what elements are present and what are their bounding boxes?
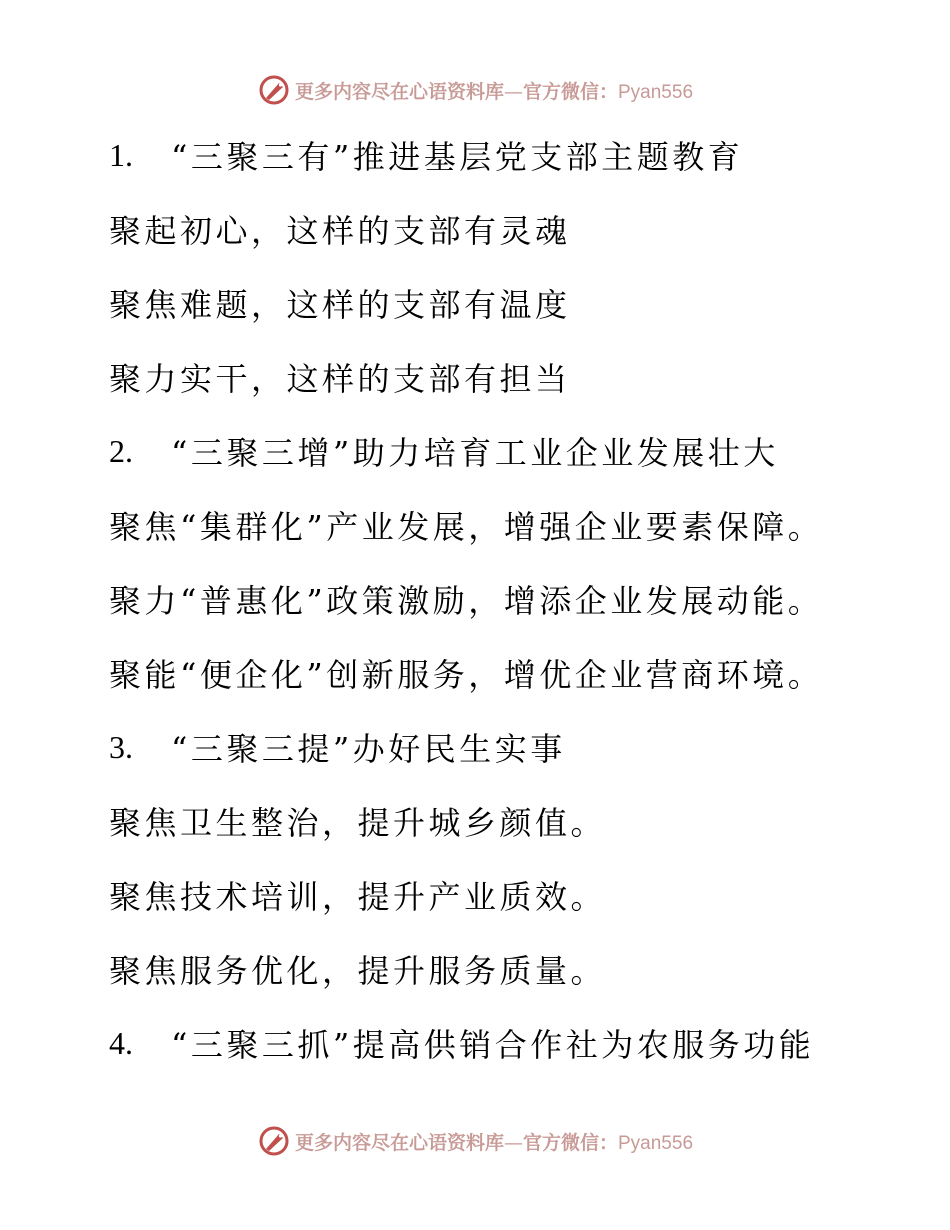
heading-text: “三聚三增”助力培育工业企业发展壮大 bbox=[171, 434, 779, 472]
paragraph-text: 聚能“便企化”创新服务，增优企业营商环境。 bbox=[109, 656, 824, 694]
footer-watermark bbox=[0, 1121, 950, 1161]
heading-number: 4. bbox=[109, 1024, 133, 1061]
watermark-wechat-id: Pyan556 bbox=[618, 1132, 694, 1154]
paragraph-line bbox=[109, 562, 929, 636]
watermark-separator: — bbox=[503, 80, 523, 103]
paragraph-text: 聚焦卫生整治，提升城乡颜值。 bbox=[109, 804, 607, 842]
paragraph-text: 聚焦“集群化”产业发展，增强企业要素保障。 bbox=[109, 508, 824, 546]
heading-number: 3. bbox=[109, 728, 133, 765]
paragraph-line bbox=[109, 784, 929, 858]
watermark-wechat-label: 官方微信： bbox=[522, 80, 618, 103]
paragraph-text: 聚焦难题，这样的支部有温度 bbox=[109, 286, 571, 324]
watermark-wechat-id: Pyan556 bbox=[618, 81, 694, 103]
pen-nib-logo-icon bbox=[257, 1124, 291, 1158]
heading-number: 1. bbox=[109, 136, 133, 173]
paragraph-text: 聚焦服务优化，提升服务质量。 bbox=[109, 952, 607, 990]
paragraph-text: 聚力“普惠化”政策激励，增添企业发展动能。 bbox=[109, 582, 824, 620]
heading-4 bbox=[109, 1006, 929, 1080]
paragraph-line bbox=[109, 192, 929, 266]
heading-text: “三聚三有”推进基层党支部主题教育 bbox=[171, 138, 744, 176]
watermark-site: 更多内容尽在心语资料库 bbox=[294, 1131, 504, 1154]
heading-2 bbox=[109, 414, 929, 488]
watermark-wechat-label: 官方微信： bbox=[522, 1131, 618, 1154]
paragraph-text: 聚焦技术培训，提升产业质效。 bbox=[109, 878, 607, 916]
paragraph-text: 聚力实干，这样的支部有担当 bbox=[109, 360, 571, 398]
header-watermark bbox=[0, 70, 950, 110]
paragraph-line bbox=[109, 858, 929, 932]
document-body bbox=[109, 118, 929, 1080]
heading-number: 2. bbox=[109, 432, 133, 469]
heading-1 bbox=[109, 118, 929, 192]
paragraph-line bbox=[109, 340, 929, 414]
paragraph-line bbox=[109, 932, 929, 1006]
watermark-site: 更多内容尽在心语资料库 bbox=[294, 80, 504, 103]
paragraph-text: 聚起初心，这样的支部有灵魂 bbox=[109, 212, 571, 250]
pen-nib-logo-icon bbox=[257, 73, 291, 107]
heading-text: “三聚三抓”提高供销合作社为农服务功能 bbox=[171, 1026, 815, 1064]
paragraph-line bbox=[109, 636, 929, 710]
paragraph-line bbox=[109, 488, 929, 562]
heading-text: “三聚三提”办好民生实事 bbox=[171, 730, 566, 768]
paragraph-line bbox=[109, 266, 929, 340]
watermark-separator: — bbox=[503, 1131, 523, 1154]
heading-3 bbox=[109, 710, 929, 784]
